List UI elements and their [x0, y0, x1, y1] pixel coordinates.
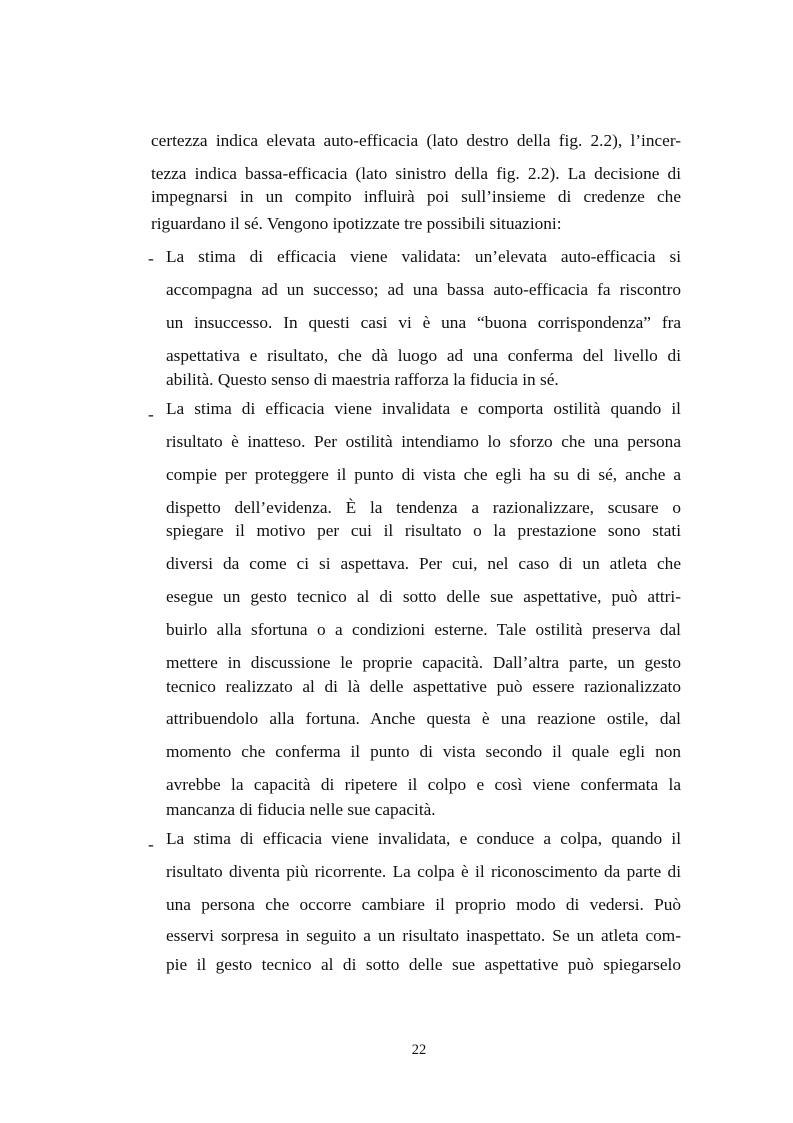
- list-item-line: una persona che occorre cambiare il proprio modo di vedersi. Può: [166, 895, 681, 914]
- list-item-line: aspettativa e risultato, che dà luogo ad una conferma del livello di: [166, 346, 681, 365]
- page-number: 22: [411, 1042, 427, 1058]
- list-marker: -: [148, 405, 154, 424]
- list-item-line: avrebbe la capacità di ripetere il colpo e così viene confermata la: [166, 775, 681, 794]
- list-item-line: spiegare il motivo per cui il risultato o la prestazione sono stati: [166, 521, 681, 540]
- intro-line: riguardano il sé. Vengono ipotizzate tre possibili situazioni:: [151, 214, 562, 233]
- list-item-line: accompagna ad un successo; ad una bassa auto-efficacia fa riscontro: [166, 280, 681, 299]
- list-item-line: attribuendolo alla fortuna. Anche questa è una reazione ostile, dal: [166, 709, 681, 728]
- list-item-line: compie per proteggere il punto di vista che egli ha su di sé, anche a: [166, 465, 681, 484]
- list-marker: -: [148, 249, 154, 268]
- list-item-line: risultato diventa più ricorrente. La colpa è il riconoscimento da parte di: [166, 862, 681, 881]
- list-item-line: tecnico realizzato al di là delle aspettative può essere razionalizzato: [166, 677, 681, 696]
- list-item-line: pie il gesto tecnico al di sotto delle sue aspettative può spiegarselo: [166, 955, 681, 974]
- list-item-line: un insuccesso. In questi casi vi è una “buona corrispondenza” fra: [166, 313, 681, 332]
- intro-line: impegnarsi in un compito influirà poi sull’insieme di credenze che: [151, 187, 681, 206]
- list-marker: -: [148, 835, 154, 854]
- list-item-line: La stima di efficacia viene invalidata, e conduce a colpa, quando il: [166, 829, 681, 848]
- list-item-line: abilità. Questo senso di maestria rafforza la fiducia in sé.: [166, 370, 559, 389]
- list-item-line: risultato è inatteso. Per ostilità intendiamo lo sforzo che una persona: [166, 432, 681, 451]
- list-item-line: La stima di efficacia viene validata: un’elevata auto-efficacia si: [166, 247, 681, 266]
- list-item-line: esegue un gesto tecnico al di sotto delle sue aspettative, può attri-: [166, 587, 681, 606]
- list-item-line: La stima di efficacia viene invalidata e comporta ostilità quando il: [166, 399, 681, 418]
- list-item-line: dispetto dell’evidenza. È la tendenza a razionalizzare, scusare o: [166, 498, 681, 517]
- list-item-line: momento che conferma il punto di vista secondo il quale egli non: [166, 742, 681, 761]
- intro-line: certezza indica elevata auto-efficacia (lato destro della fig. 2.2), l’incer-: [151, 131, 681, 150]
- list-item-line: mettere in discussione le proprie capacità. Dall’altra parte, un gesto: [166, 653, 681, 672]
- list-item-line: diversi da come ci si aspettava. Per cui, nel caso di un atleta che: [166, 554, 681, 573]
- intro-line: tezza indica bassa-efficacia (lato sinistro della fig. 2.2). La decisione di: [151, 164, 681, 183]
- list-item-line: esservi sorpresa in seguito a un risultato inaspettato. Se un atleta com-: [166, 926, 681, 945]
- list-item-line: buirlo alla sfortuna o a condizioni esterne. Tale ostilità preserva dal: [166, 620, 681, 639]
- list-item-line: mancanza di fiducia nelle sue capacità.: [166, 800, 436, 819]
